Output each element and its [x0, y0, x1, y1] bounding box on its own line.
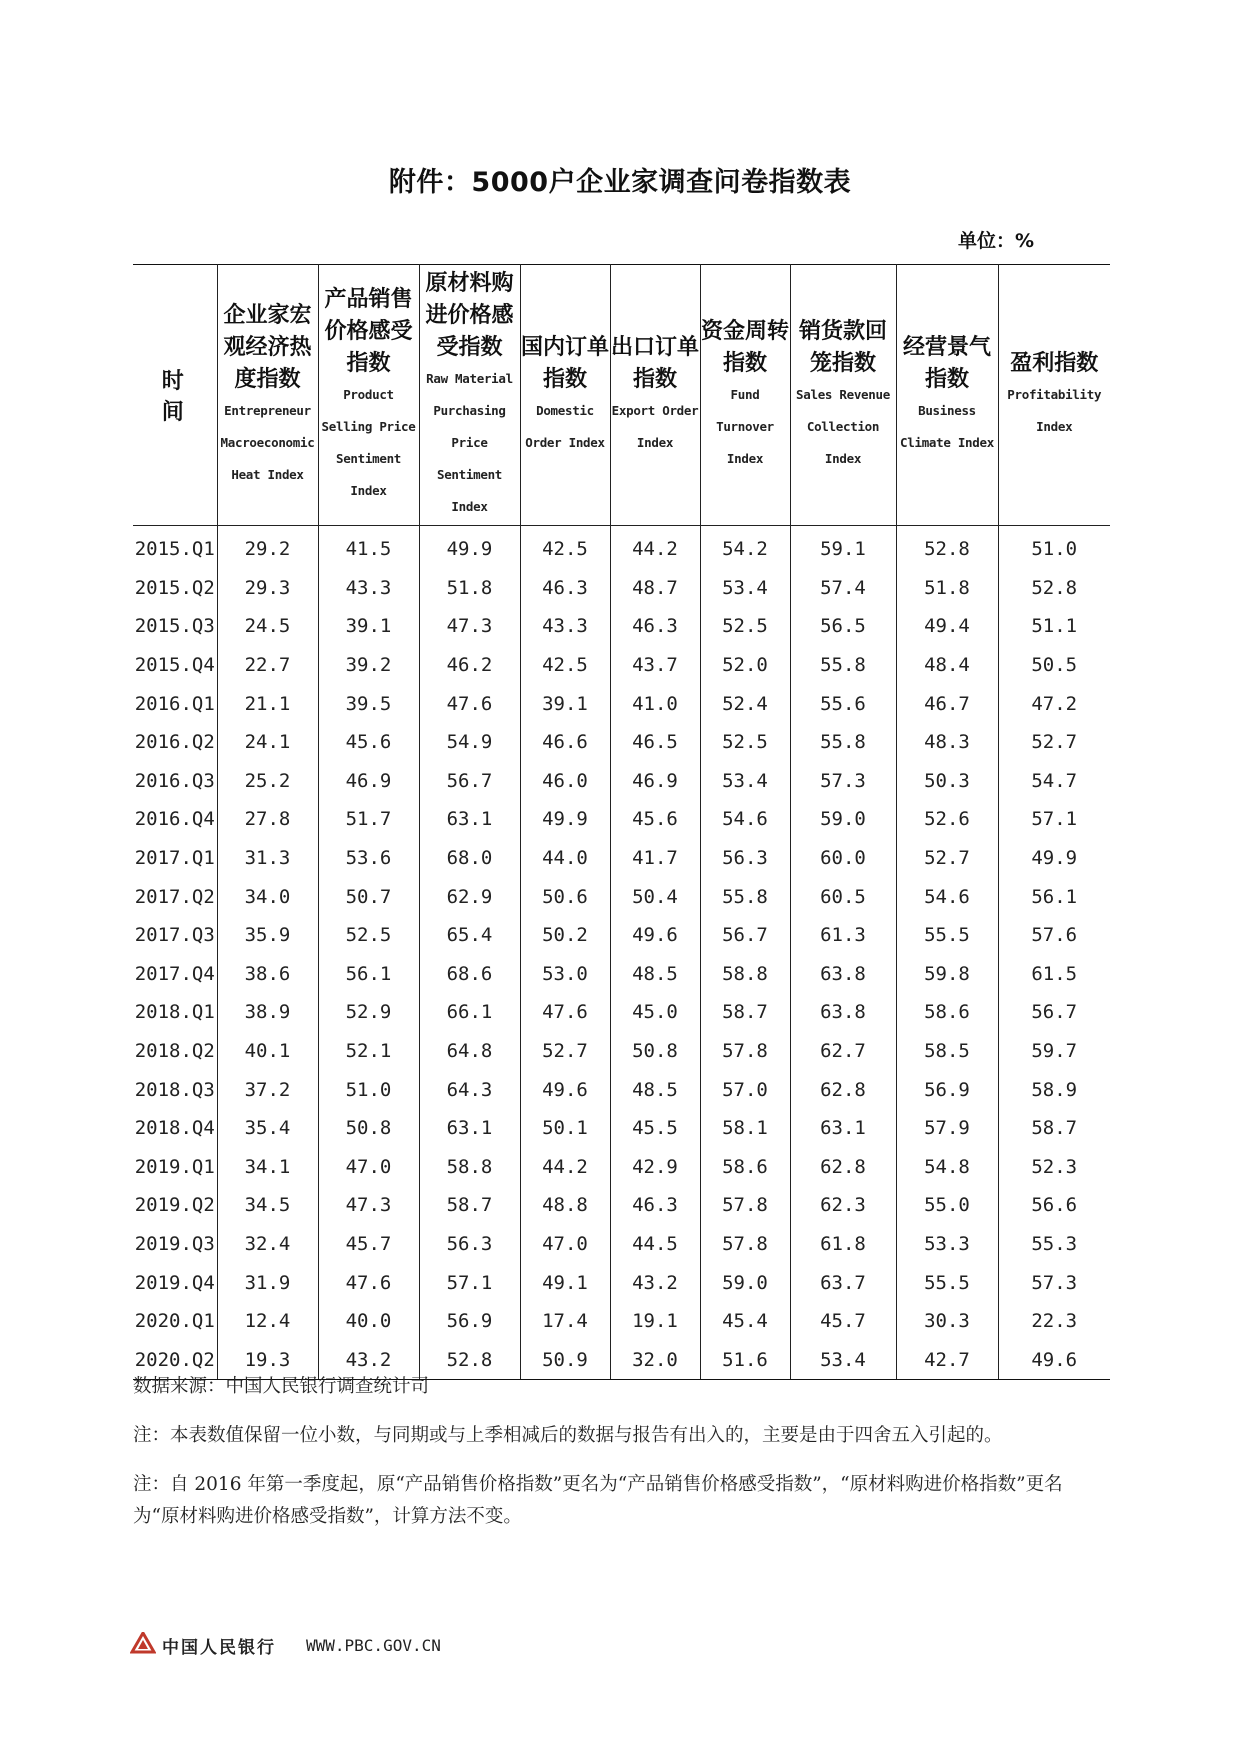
- column-header-cn: 企业家宏观经济热度指数: [223, 302, 312, 392]
- column-header-en: Domestic Order Index: [525, 403, 605, 450]
- column-header-en: Raw Material Purchasing Price Sentiment Index: [426, 371, 513, 514]
- value-cell: 48.3: [896, 723, 998, 762]
- value-cell: 29.2: [217, 526, 318, 569]
- column-header-en: Entrepreneur Macroeconomic Heat Index: [220, 403, 315, 482]
- column-header-en: Product Selling Price Sentiment Index: [321, 387, 416, 498]
- value-cell: 56.7: [700, 916, 790, 955]
- column-header-cn: 盈利指数: [1010, 350, 1099, 376]
- value-cell: 41.0: [610, 684, 700, 723]
- table-row: [133, 569, 1110, 608]
- value-cell: 52.7: [998, 723, 1110, 762]
- value-cell: 55.8: [700, 877, 790, 916]
- value-cell: 31.9: [217, 1263, 318, 1302]
- period-cell: 2015.Q1: [133, 526, 217, 569]
- value-cell: 57.1: [419, 1263, 520, 1302]
- value-cell: 63.7: [790, 1263, 896, 1302]
- value-cell: 37.2: [217, 1070, 318, 1109]
- value-cell: 22.7: [217, 646, 318, 685]
- column-header: [896, 265, 998, 526]
- value-cell: 12.4: [217, 1302, 318, 1341]
- period-cell: 2016.Q2: [133, 723, 217, 762]
- value-cell: 45.6: [318, 723, 419, 762]
- value-cell: 24.1: [217, 723, 318, 762]
- column-header-cn: 原材料购进价格感受指数: [425, 270, 514, 360]
- period-cell: 2018.Q2: [133, 1032, 217, 1071]
- value-cell: 43.2: [318, 1340, 419, 1379]
- value-cell: 21.1: [217, 684, 318, 723]
- value-cell: 48.5: [610, 1070, 700, 1109]
- value-cell: 46.2: [419, 646, 520, 685]
- value-cell: 57.9: [896, 1109, 998, 1148]
- table-row: [133, 916, 1110, 955]
- table-row: [133, 607, 1110, 646]
- value-cell: 27.8: [217, 800, 318, 839]
- value-cell: 50.8: [318, 1109, 419, 1148]
- value-cell: 51.0: [998, 526, 1110, 569]
- value-cell: 57.3: [998, 1263, 1110, 1302]
- value-cell: 46.9: [610, 762, 700, 801]
- value-cell: 56.7: [998, 993, 1110, 1032]
- value-cell: 52.7: [520, 1032, 610, 1071]
- value-cell: 45.7: [318, 1225, 419, 1264]
- column-header: [700, 265, 790, 526]
- period-cell: 2019.Q2: [133, 1186, 217, 1225]
- value-cell: 52.0: [700, 646, 790, 685]
- value-cell: 46.7: [896, 684, 998, 723]
- value-cell: 51.6: [700, 1340, 790, 1379]
- value-cell: 34.5: [217, 1186, 318, 1225]
- value-cell: 50.8: [610, 1032, 700, 1071]
- value-cell: 57.8: [700, 1032, 790, 1071]
- page-title: 附件：5000户企业家调查问卷指数表: [388, 167, 852, 198]
- value-cell: 54.9: [419, 723, 520, 762]
- value-cell: 19.3: [217, 1340, 318, 1379]
- table-body: [133, 526, 1110, 1380]
- value-cell: 57.0: [700, 1070, 790, 1109]
- column-header: [217, 265, 318, 526]
- value-cell: 52.5: [700, 723, 790, 762]
- value-cell: 62.7: [790, 1032, 896, 1071]
- value-cell: 53.6: [318, 839, 419, 878]
- rounding-note: 注：本表数值保留一位小数，与同期或与上季相减后的数据与报告有出入的，主要是由于四舍五入引起的。: [133, 1425, 1003, 1446]
- value-cell: 38.6: [217, 955, 318, 994]
- value-cell: 54.6: [700, 800, 790, 839]
- value-cell: 34.0: [217, 877, 318, 916]
- value-cell: 61.8: [790, 1225, 896, 1264]
- table-row: [133, 993, 1110, 1032]
- value-cell: 51.0: [318, 1070, 419, 1109]
- value-cell: 50.7: [318, 877, 419, 916]
- value-cell: 55.8: [790, 723, 896, 762]
- value-cell: 54.8: [896, 1148, 998, 1187]
- value-cell: 58.1: [700, 1109, 790, 1148]
- value-cell: 60.5: [790, 877, 896, 916]
- value-cell: 41.7: [610, 839, 700, 878]
- value-cell: 57.4: [790, 569, 896, 608]
- value-cell: 68.6: [419, 955, 520, 994]
- period-cell: 2016.Q4: [133, 800, 217, 839]
- value-cell: 64.3: [419, 1070, 520, 1109]
- value-cell: 57.8: [700, 1186, 790, 1225]
- value-cell: 64.8: [419, 1032, 520, 1071]
- value-cell: 61.5: [998, 955, 1110, 994]
- value-cell: 46.3: [520, 569, 610, 608]
- value-cell: 43.2: [610, 1263, 700, 1302]
- value-cell: 52.1: [318, 1032, 419, 1071]
- value-cell: 48.8: [520, 1186, 610, 1225]
- value-cell: 52.3: [998, 1148, 1110, 1187]
- value-cell: 52.9: [318, 993, 419, 1032]
- table-row: [133, 1302, 1110, 1341]
- value-cell: 58.6: [896, 993, 998, 1032]
- value-cell: 63.1: [790, 1109, 896, 1148]
- period-cell: 2017.Q3: [133, 916, 217, 955]
- value-cell: 48.4: [896, 646, 998, 685]
- value-cell: 58.8: [700, 955, 790, 994]
- value-cell: 56.5: [790, 607, 896, 646]
- value-cell: 63.1: [419, 1109, 520, 1148]
- value-cell: 51.7: [318, 800, 419, 839]
- value-cell: 32.4: [217, 1225, 318, 1264]
- column-header: [610, 265, 700, 526]
- value-cell: 56.3: [700, 839, 790, 878]
- value-cell: 49.6: [998, 1340, 1110, 1379]
- value-cell: 42.9: [610, 1148, 700, 1187]
- value-cell: 46.9: [318, 762, 419, 801]
- table-row: [133, 1109, 1110, 1148]
- value-cell: 50.1: [520, 1109, 610, 1148]
- value-cell: 57.3: [790, 762, 896, 801]
- value-cell: 59.7: [998, 1032, 1110, 1071]
- page-footer: [130, 1632, 441, 1659]
- value-cell: 42.7: [896, 1340, 998, 1379]
- column-header-en: Fund Turnover Index: [716, 387, 774, 466]
- column-header: [419, 265, 520, 526]
- period-cell: 2017.Q4: [133, 955, 217, 994]
- pboc-emblem-icon: [130, 1632, 156, 1659]
- value-cell: 53.4: [790, 1340, 896, 1379]
- period-cell: 2020.Q2: [133, 1340, 217, 1379]
- value-cell: 44.5: [610, 1225, 700, 1264]
- value-cell: 44.2: [520, 1148, 610, 1187]
- value-cell: 39.2: [318, 646, 419, 685]
- value-cell: 58.7: [998, 1109, 1110, 1148]
- value-cell: 50.2: [520, 916, 610, 955]
- value-cell: 43.7: [610, 646, 700, 685]
- column-header-cn: 经营景气指数: [902, 334, 991, 392]
- table-row: [133, 723, 1110, 762]
- value-cell: 49.9: [419, 526, 520, 569]
- value-cell: 58.8: [419, 1148, 520, 1187]
- value-cell: 62.8: [790, 1070, 896, 1109]
- value-cell: 63.8: [790, 955, 896, 994]
- value-cell: 47.2: [998, 684, 1110, 723]
- value-cell: 51.8: [419, 569, 520, 608]
- value-cell: 50.3: [896, 762, 998, 801]
- value-cell: 46.3: [610, 1186, 700, 1225]
- value-cell: 50.4: [610, 877, 700, 916]
- value-cell: 59.1: [790, 526, 896, 569]
- value-cell: 68.0: [419, 839, 520, 878]
- table-row: [133, 1070, 1110, 1109]
- column-header-cn: 销货款回笼指数: [798, 318, 887, 376]
- value-cell: 62.8: [790, 1148, 896, 1187]
- table-row: [133, 1186, 1110, 1225]
- value-cell: 55.8: [790, 646, 896, 685]
- period-cell: 2016.Q1: [133, 684, 217, 723]
- value-cell: 49.6: [610, 916, 700, 955]
- value-cell: 52.8: [896, 526, 998, 569]
- value-cell: 47.3: [419, 607, 520, 646]
- value-cell: 48.5: [610, 955, 700, 994]
- value-cell: 19.1: [610, 1302, 700, 1341]
- table-row: [133, 1032, 1110, 1071]
- value-cell: 47.3: [318, 1186, 419, 1225]
- value-cell: 65.4: [419, 916, 520, 955]
- value-cell: 63.1: [419, 800, 520, 839]
- column-header-cn: 出口订单指数: [610, 334, 699, 392]
- value-cell: 58.6: [700, 1148, 790, 1187]
- value-cell: 51.1: [998, 607, 1110, 646]
- value-cell: 47.0: [318, 1148, 419, 1187]
- value-cell: 58.7: [419, 1186, 520, 1225]
- value-cell: 46.5: [610, 723, 700, 762]
- value-cell: 22.3: [998, 1302, 1110, 1341]
- value-cell: 61.3: [790, 916, 896, 955]
- value-cell: 49.4: [896, 607, 998, 646]
- value-cell: 55.6: [790, 684, 896, 723]
- value-cell: 39.1: [318, 607, 419, 646]
- value-cell: 57.8: [700, 1225, 790, 1264]
- column-header-cn: 国内订单指数: [520, 334, 609, 392]
- value-cell: 56.9: [896, 1070, 998, 1109]
- value-cell: 40.1: [217, 1032, 318, 1071]
- value-cell: 41.5: [318, 526, 419, 569]
- table-row: [133, 877, 1110, 916]
- value-cell: 48.7: [610, 569, 700, 608]
- column-header: [998, 265, 1110, 526]
- value-cell: 24.5: [217, 607, 318, 646]
- value-cell: 42.5: [520, 646, 610, 685]
- period-cell: 2015.Q2: [133, 569, 217, 608]
- value-cell: 60.0: [790, 839, 896, 878]
- value-cell: 40.0: [318, 1302, 419, 1341]
- value-cell: 30.3: [896, 1302, 998, 1341]
- value-cell: 32.0: [610, 1340, 700, 1379]
- value-cell: 56.9: [419, 1302, 520, 1341]
- table-row: [133, 1225, 1110, 1264]
- footer-brand: 中国人民银行: [162, 1638, 276, 1658]
- value-cell: 46.6: [520, 723, 610, 762]
- table-row: [133, 762, 1110, 801]
- header-row: [133, 265, 1110, 526]
- period-cell: 2019.Q3: [133, 1225, 217, 1264]
- value-cell: 56.1: [998, 877, 1110, 916]
- value-cell: 49.1: [520, 1263, 610, 1302]
- value-cell: 35.9: [217, 916, 318, 955]
- value-cell: 38.9: [217, 993, 318, 1032]
- period-cell: 2020.Q1: [133, 1302, 217, 1341]
- value-cell: 17.4: [520, 1302, 610, 1341]
- period-cell: 2015.Q3: [133, 607, 217, 646]
- value-cell: 47.0: [520, 1225, 610, 1264]
- period-cell: 2019.Q1: [133, 1148, 217, 1187]
- value-cell: 52.4: [700, 684, 790, 723]
- value-cell: 56.7: [419, 762, 520, 801]
- value-cell: 55.5: [896, 1263, 998, 1302]
- period-cell: 2018.Q3: [133, 1070, 217, 1109]
- value-cell: 45.5: [610, 1109, 700, 1148]
- index-table: [133, 264, 1110, 1380]
- column-header-cn: 产品销售价格感受指数: [324, 286, 413, 376]
- value-cell: 66.1: [419, 993, 520, 1032]
- value-cell: 58.9: [998, 1070, 1110, 1109]
- value-cell: 59.0: [700, 1263, 790, 1302]
- footer-url: WWW.PBC.GOV.CN: [306, 1636, 441, 1655]
- value-cell: 44.2: [610, 526, 700, 569]
- value-cell: 56.3: [419, 1225, 520, 1264]
- value-cell: 35.4: [217, 1109, 318, 1148]
- value-cell: 55.0: [896, 1186, 998, 1225]
- value-cell: 52.6: [896, 800, 998, 839]
- column-header-en: Profitability Index: [1007, 387, 1102, 434]
- value-cell: 45.0: [610, 993, 700, 1032]
- value-cell: 42.5: [520, 526, 610, 569]
- value-cell: 52.5: [700, 607, 790, 646]
- value-cell: 59.0: [790, 800, 896, 839]
- column-header: [790, 265, 896, 526]
- table-row: [133, 684, 1110, 723]
- rename-note: 注：自 2016 年第一季度起，原“产品销售价格指数”更名为“产品销售价格感受指数”，“原材料购进价格指数”更名为“原材料购进价格感受指数”，计算方法不变。: [133, 1474, 1063, 1527]
- value-cell: 58.5: [896, 1032, 998, 1071]
- value-cell: 34.1: [217, 1148, 318, 1187]
- table-row: [133, 1148, 1110, 1187]
- period-cell: 2019.Q4: [133, 1263, 217, 1302]
- value-cell: 45.4: [700, 1302, 790, 1341]
- value-cell: 47.6: [520, 993, 610, 1032]
- column-header-en: Business Climate Index: [900, 403, 994, 450]
- value-cell: 55.3: [998, 1225, 1110, 1264]
- value-cell: 29.3: [217, 569, 318, 608]
- column-header-cn: 资金周转指数: [700, 318, 789, 376]
- value-cell: 58.7: [700, 993, 790, 1032]
- value-cell: 54.2: [700, 526, 790, 569]
- value-cell: 31.3: [217, 839, 318, 878]
- period-cell: 2018.Q4: [133, 1109, 217, 1148]
- value-cell: 50.5: [998, 646, 1110, 685]
- value-cell: 47.6: [419, 684, 520, 723]
- value-cell: 50.9: [520, 1340, 610, 1379]
- value-cell: 53.3: [896, 1225, 998, 1264]
- value-cell: 49.9: [998, 839, 1110, 878]
- value-cell: 50.6: [520, 877, 610, 916]
- table-row: [133, 526, 1110, 569]
- value-cell: 46.3: [610, 607, 700, 646]
- value-cell: 45.6: [610, 800, 700, 839]
- table-row: [133, 800, 1110, 839]
- value-cell: 57.1: [998, 800, 1110, 839]
- period-cell: 2016.Q3: [133, 762, 217, 801]
- value-cell: 52.7: [896, 839, 998, 878]
- value-cell: 56.1: [318, 955, 419, 994]
- value-cell: 49.6: [520, 1070, 610, 1109]
- value-cell: 54.7: [998, 762, 1110, 801]
- value-cell: 59.8: [896, 955, 998, 994]
- period-cell: 2017.Q2: [133, 877, 217, 916]
- value-cell: 51.8: [896, 569, 998, 608]
- value-cell: 55.5: [896, 916, 998, 955]
- table-row: [133, 839, 1110, 878]
- data-source-note: 数据来源：中国人民银行调查统计司: [133, 1376, 430, 1397]
- value-cell: 62.9: [419, 877, 520, 916]
- value-cell: 46.0: [520, 762, 610, 801]
- value-cell: 39.5: [318, 684, 419, 723]
- value-cell: 47.6: [318, 1263, 419, 1302]
- value-cell: 62.3: [790, 1186, 896, 1225]
- value-cell: 39.1: [520, 684, 610, 723]
- value-cell: 53.4: [700, 762, 790, 801]
- unit-label: 单位：%: [958, 230, 1035, 252]
- value-cell: 52.8: [998, 569, 1110, 608]
- value-cell: 63.8: [790, 993, 896, 1032]
- table-row: [133, 1263, 1110, 1302]
- column-header-en: Export Order Index: [611, 403, 699, 450]
- value-cell: 43.3: [520, 607, 610, 646]
- value-cell: 57.6: [998, 916, 1110, 955]
- time-column-header: 时间: [133, 265, 217, 526]
- value-cell: 44.0: [520, 839, 610, 878]
- column-header: [318, 265, 419, 526]
- value-cell: 56.6: [998, 1186, 1110, 1225]
- period-cell: 2018.Q1: [133, 993, 217, 1032]
- column-header: [520, 265, 610, 526]
- table-row: [133, 955, 1110, 994]
- period-cell: 2015.Q4: [133, 646, 217, 685]
- value-cell: 53.0: [520, 955, 610, 994]
- value-cell: 53.4: [700, 569, 790, 608]
- table-row: [133, 646, 1110, 685]
- table-header: [133, 265, 1110, 526]
- value-cell: 45.7: [790, 1302, 896, 1341]
- period-cell: 2017.Q1: [133, 839, 217, 878]
- column-header-en: Sales Revenue Collection Index: [796, 387, 890, 466]
- value-cell: 52.5: [318, 916, 419, 955]
- value-cell: 54.6: [896, 877, 998, 916]
- value-cell: 52.8: [419, 1340, 520, 1379]
- value-cell: 43.3: [318, 569, 419, 608]
- value-cell: 49.9: [520, 800, 610, 839]
- value-cell: 25.2: [217, 762, 318, 801]
